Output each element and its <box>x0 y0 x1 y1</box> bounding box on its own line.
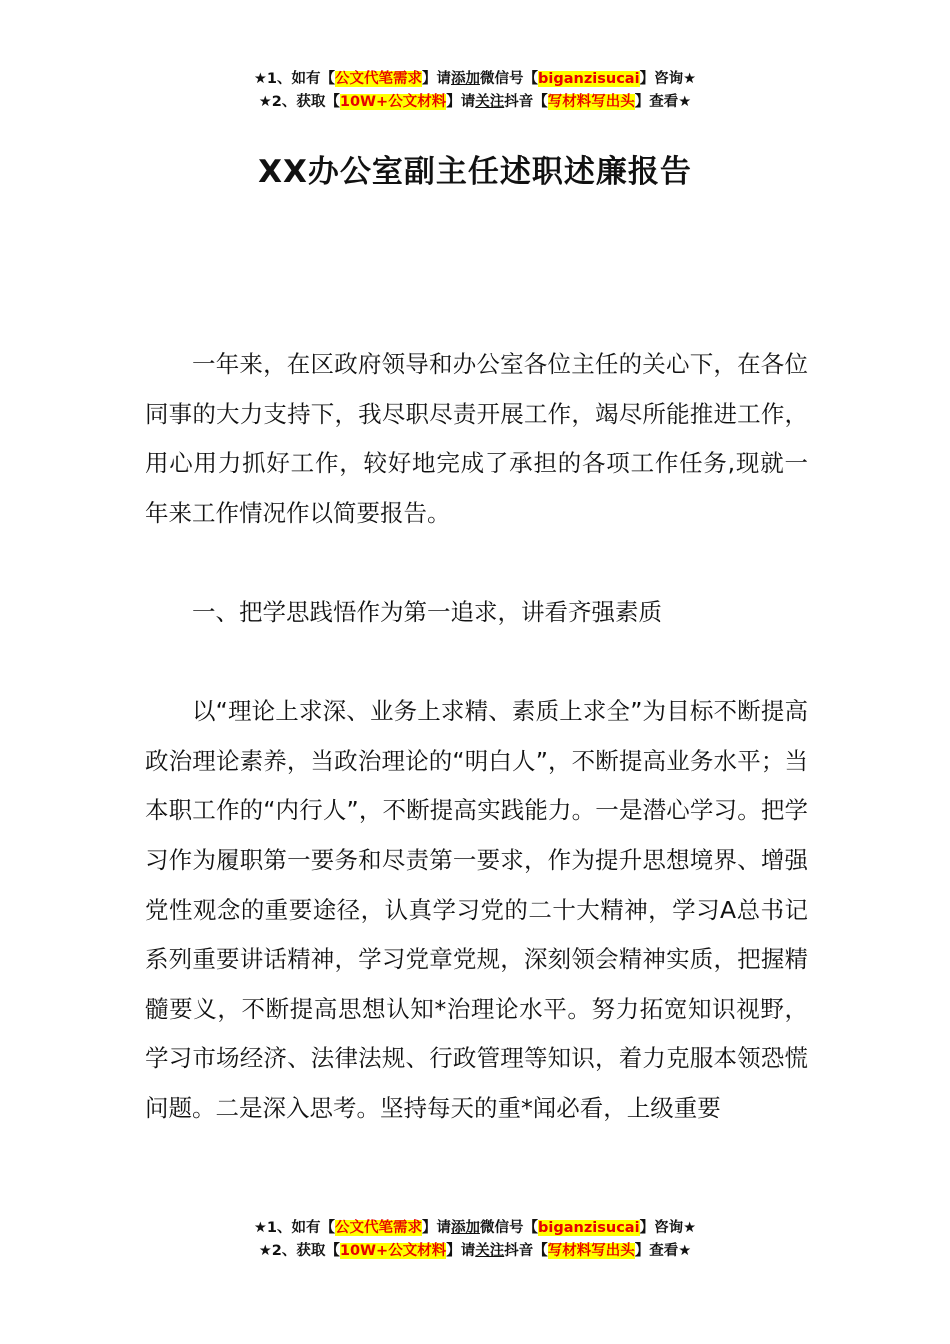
banner-text: 抖音【 <box>504 94 548 110</box>
header-banner <box>0 68 950 114</box>
banner-text: 微信号【 <box>480 71 539 87</box>
document-body <box>145 340 808 1134</box>
footer-banner <box>0 1217 950 1263</box>
banner-highlight: 公文代笔需求 <box>335 1220 423 1236</box>
banner-text: 】请 <box>422 71 452 87</box>
banner-text: ★1、如有【 <box>253 1220 336 1236</box>
banner-highlight: 10W+公文材料 <box>339 94 447 110</box>
banner-text: 】查看★ <box>634 94 692 110</box>
banner-line-1 <box>0 68 950 91</box>
banner-text: 】请 <box>446 1243 476 1259</box>
banner-underlined: 添加 <box>451 71 481 87</box>
banner-highlight: 写材料写出头 <box>547 1243 635 1259</box>
document-title: XX办公室副主任述职述廉报告 <box>258 154 692 190</box>
banner-text: ★2、获取【 <box>258 94 340 110</box>
banner-line-2 <box>0 91 950 114</box>
banner-line-1 <box>0 1217 950 1240</box>
section-heading-1: 一、把学思践悟作为第一追求，讲看齐强素质 <box>192 597 662 626</box>
banner-highlight: biganzisucai <box>538 1220 640 1236</box>
banner-text: ★1、如有【 <box>253 71 336 87</box>
banner-text: 微信号【 <box>480 1220 539 1236</box>
paragraph-intro: 一年来，在区政府领导和办公室各位主任的关心下，在各位同事的大力支持下，我尽职尽责开展工作，竭尽所能推进工作，用心用力抓好工作，较好地完成了承担的各项工作任务,现就一年来工作情况作以简要报告。 <box>145 350 808 527</box>
banner-underlined: 添加 <box>451 1220 481 1236</box>
banner-highlight: 公文代笔需求 <box>335 71 423 87</box>
banner-highlight: 写材料写出头 <box>547 94 635 110</box>
banner-text: 】咨询★ <box>639 71 697 87</box>
banner-text: ★2、获取【 <box>258 1243 340 1259</box>
banner-text: 抖音【 <box>504 1243 548 1259</box>
banner-text: 】查看★ <box>634 1243 692 1259</box>
banner-underlined: 关注 <box>475 1243 505 1259</box>
banner-underlined: 关注 <box>475 94 505 110</box>
banner-highlight: biganzisucai <box>538 71 640 87</box>
paragraph-section-1: 以“理论上求深、业务上求精、素质上求全”为目标不断提高政治理论素养，当政治理论的“明白人”，不断提高业务水平；当本职工作的“内行人”，不断提高实践能力。一是潜心学习。把学习作为履职第一要务和尽责第一要求，作为提升思想境界、增强党性观念的重要途径，认真学习党的二十大精神，学习A总书记系列重要讲话精神，学习党章党规，深刻领会精神实质，把握精髓要义，不断提高思想认知*治理论水平。努力拓宽知识视野，学习市场经济、法律法规、行政管理等知识，着力克服本领恐慌问题。二是深入思考。坚持每天的重*闻必看，上级重要 <box>145 697 808 1122</box>
banner-text: 】请 <box>422 1220 452 1236</box>
banner-line-2 <box>0 1240 950 1263</box>
banner-highlight: 10W+公文材料 <box>339 1243 447 1259</box>
banner-text: 】请 <box>446 94 476 110</box>
banner-text: 】咨询★ <box>639 1220 697 1236</box>
